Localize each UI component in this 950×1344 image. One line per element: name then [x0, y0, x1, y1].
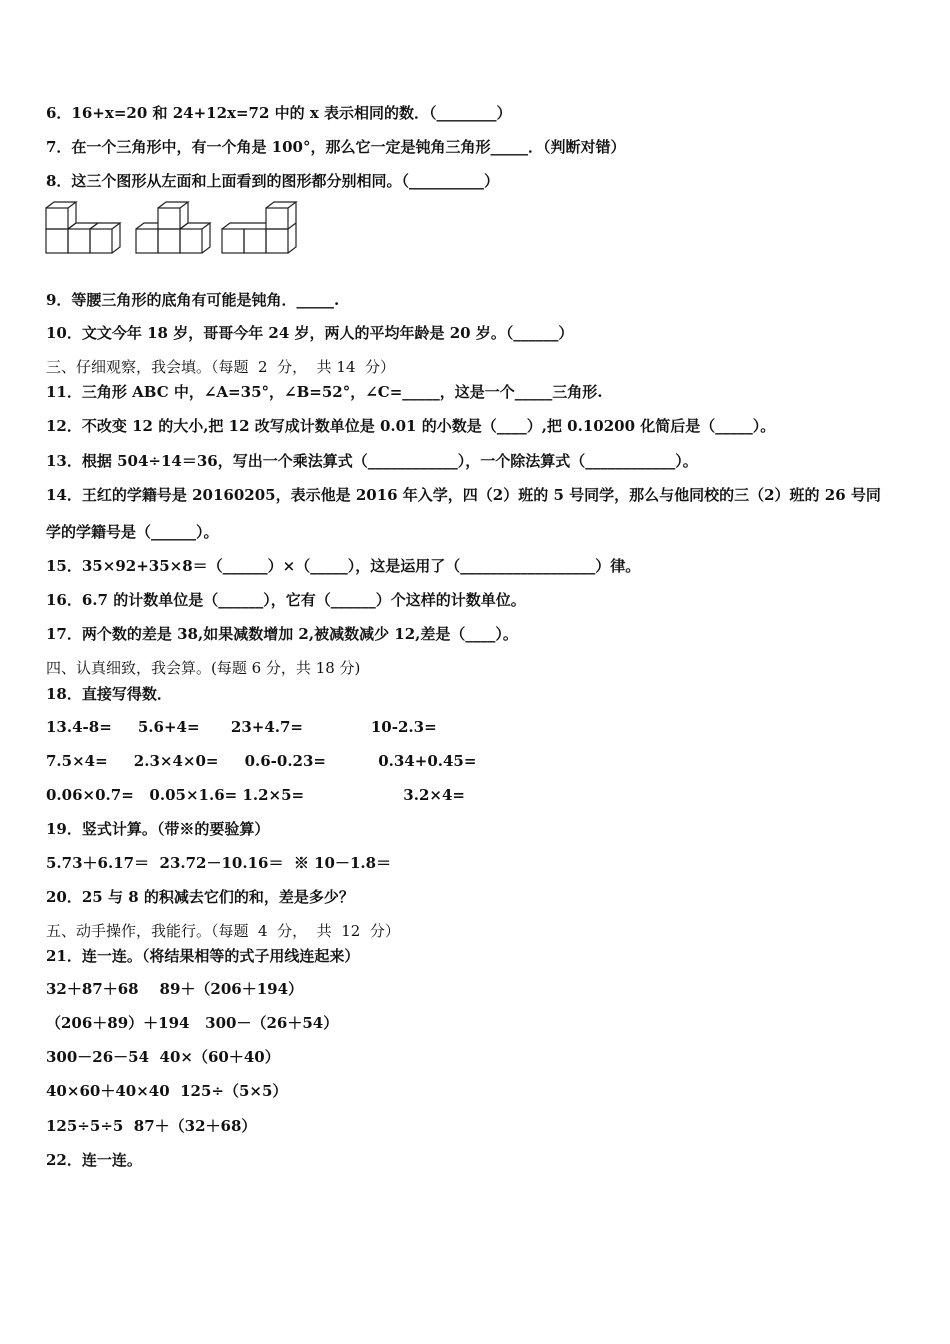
question-21-row-1: 32＋87＋68 89＋（206＋194） — [46, 980, 304, 998]
question-13: 13．根据 504÷14＝36，写出一个乘法算式（____________），一个除法算式（____________）。 — [46, 452, 698, 470]
figure-3 — [222, 202, 296, 253]
question-22: 22．连一连。 — [46, 1151, 142, 1169]
figure-2 — [136, 202, 210, 253]
question-18: 18．直接写得数． — [46, 685, 172, 703]
question-14-line-1: 14．王红的学籍号是 20160205，表示他是 2016 年入学，四（2）班的 5 号同学，那么与他同校的三（2）班的 26 号同 — [46, 486, 881, 504]
section-3-heading: 三、仔细观察，我会填。（每题 2 分， 共 14 分） — [46, 358, 396, 376]
section-5-heading: 五、动手操作，我能行。（每题 4 分， 共 12 分） — [46, 922, 400, 940]
question-21: 21．连一连。（将结果相等的式子用线连起来） — [46, 947, 360, 965]
question-21-row-5: 125÷5÷5 87＋（32＋68） — [46, 1117, 257, 1135]
question-19-row: 5.73＋6.17＝ 23.72－10.16＝ ※ 10－1.8＝ — [46, 854, 392, 872]
question-20: 20．25 与 8 的积减去它们的和，差是多少？ — [46, 888, 354, 906]
figure-1 — [46, 202, 120, 253]
question-21-row-2: （206＋89）＋194 300－（26＋54） — [46, 1014, 339, 1032]
question-17: 17．两个数的差是 38,如果减数增加 2,被减数减少 12,差是（____）。 — [46, 625, 518, 643]
question-10: 10．文文今年 18 岁，哥哥今年 24 岁，两人的平均年龄是 20 岁。（______） — [46, 324, 574, 342]
question-18-row-1: 13.4-8= 5.6+4= 23+4.7= 10-2.3= — [46, 718, 437, 736]
question-19: 19．竖式计算。（带※的要验算） — [46, 820, 270, 838]
question-21-row-3: 300－26－54 40×（60＋40） — [46, 1048, 280, 1066]
section-4-heading: 四、认真细致，我会算。(每题 6 分，共 18 分) — [46, 659, 361, 677]
question-18-row-3: 0.06×0.7= 0.05×1.6= 1.2×5= 3.2×4= — [46, 786, 465, 804]
question-6: 6．16+x=20 和 24+12x=72 中的 x 表示相同的数．（________） — [46, 104, 512, 122]
question-12: 12．不改变 12 的大小,把 12 改写成计数单位是 0.01 的小数是（____）,把 0.10200 化简后是（_____）。 — [46, 417, 776, 435]
question-16: 16．6.7 的计数单位是（______），它有（______）个这样的计数单位。 — [46, 591, 526, 609]
cube-figures — [44, 200, 304, 260]
question-15: 15．35×92+35×8＝（______）×（_____），这是运用了（__________________）律。 — [46, 557, 641, 575]
question-21-row-4: 40×60＋40×40 125÷（5×5） — [46, 1082, 288, 1100]
question-18-row-2: 7.5×4= 2.3×4×0= 0.6-0.23= 0.34+0.45= — [46, 752, 477, 770]
question-14-line-2: 学的学籍号是（______）。 — [46, 523, 219, 541]
question-8: 8．这三个图形从左面和上面看到的图形都分别相同。（__________） — [46, 172, 499, 190]
question-9: 9．等腰三角形的底角有可能是钝角．_____. — [46, 291, 340, 309]
question-7: 7．在一个三角形中，有一个角是 100°，那么它一定是钝角三角形_____．（判断对错） — [46, 138, 626, 156]
question-11: 11．三角形 ABC 中，∠A=35°，∠B=52°，∠C=_____，这是一个_____三角形. — [46, 383, 603, 401]
